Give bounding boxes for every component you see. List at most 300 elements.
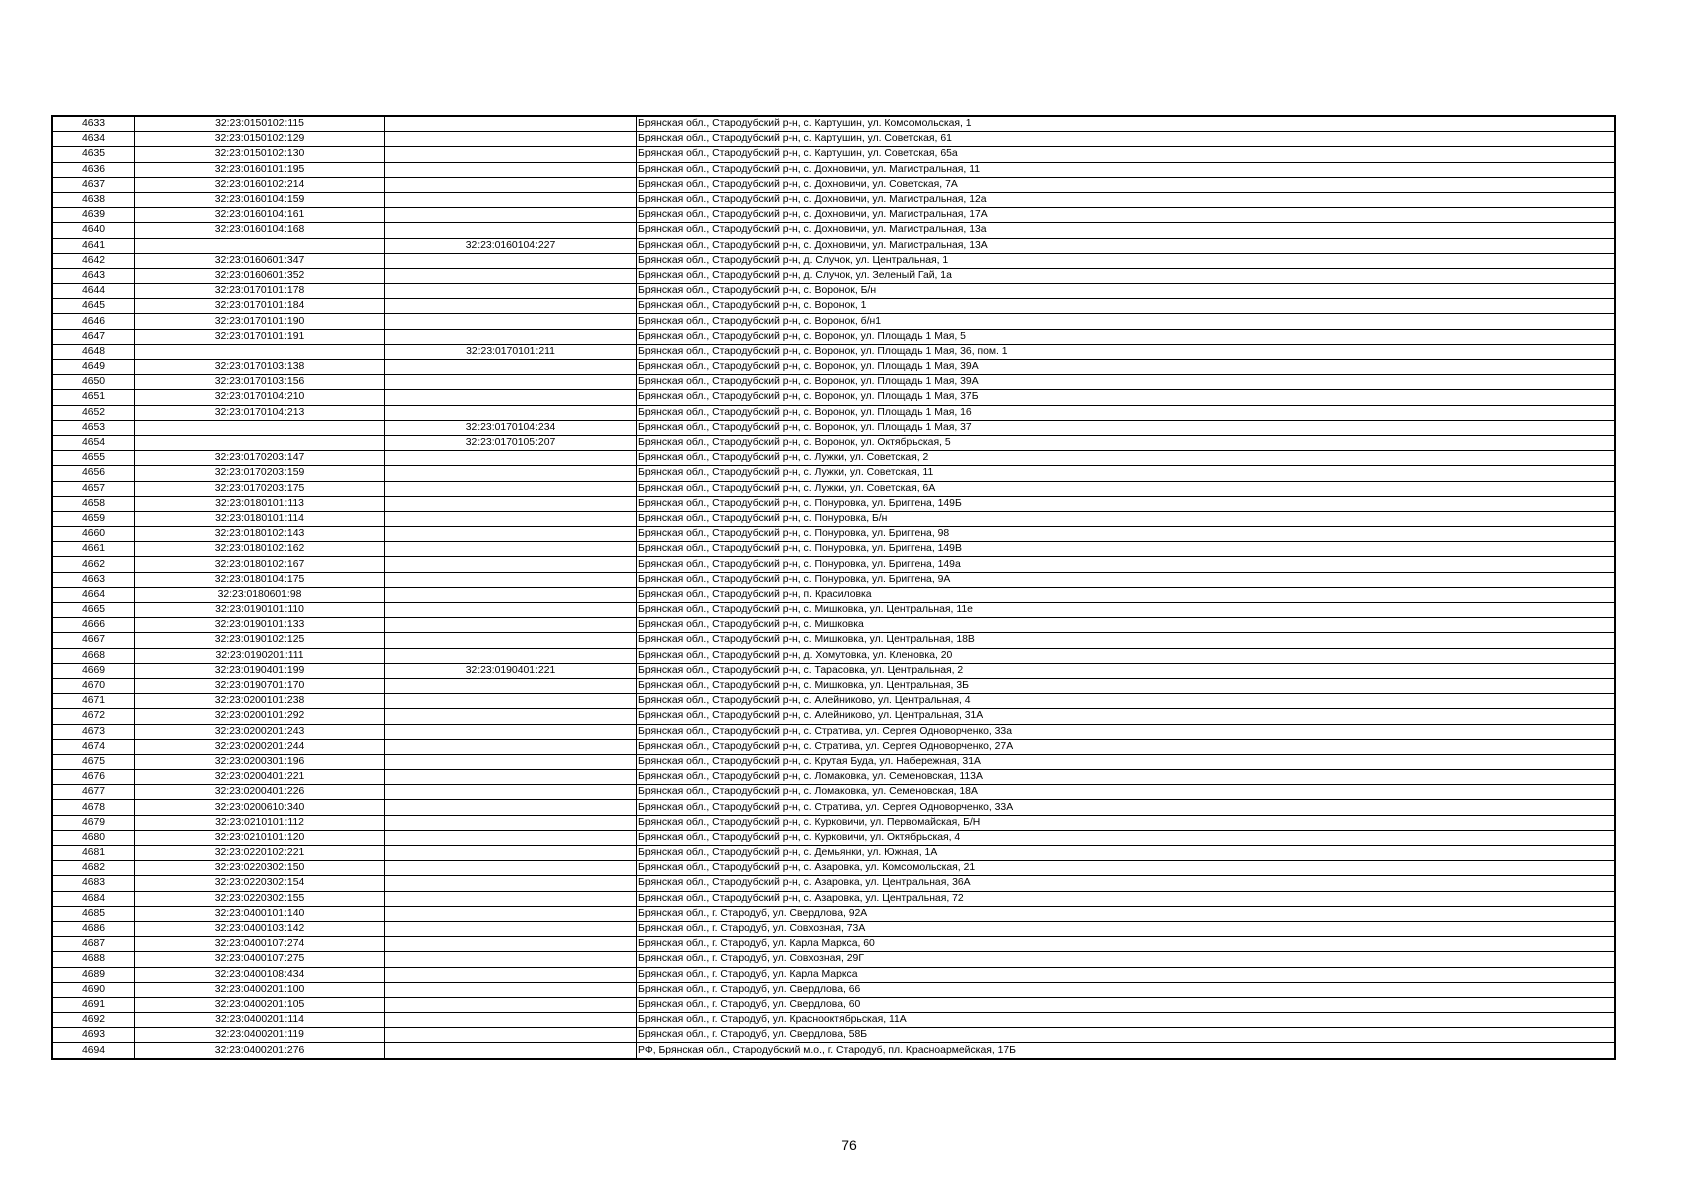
related-cadastral-number-cell [385,982,637,997]
related-cadastral-number-cell [385,800,637,815]
cadastral-number-cell [135,435,385,450]
row-number-cell: 4640 [52,223,135,238]
cadastral-number-cell: 32:23:0170203:159 [135,466,385,481]
row-number-cell: 4684 [52,891,135,906]
address-cell: Брянская обл., Стародубский р-н, д. Хомутовка, ул. Кленовка, 20 [637,648,1616,663]
cadastral-number-cell: 32:23:0160601:352 [135,268,385,283]
address-cell: Брянская обл., Стародубский р-н, с. Понуровка, ул. Бриггена, 149Б [637,496,1616,511]
registry-table-body [52,116,1615,1059]
table-row [52,937,1615,952]
address-cell: Брянская обл., Стародубский р-н, с. Воронок, ул. Площадь 1 Мая, 37 [637,420,1616,435]
table-row [52,785,1615,800]
cadastral-number-cell: 32:23:0220302:155 [135,891,385,906]
table-row [52,921,1615,936]
related-cadastral-number-cell [385,284,637,299]
table-row [52,116,1615,132]
row-number-cell: 4636 [52,162,135,177]
row-number-cell: 4688 [52,952,135,967]
address-cell: Брянская обл., Стародубский р-н, с. Ломаковка, ул. Семеновская, 113А [637,770,1616,785]
cadastral-number-cell: 32:23:0400108:434 [135,967,385,982]
related-cadastral-number-cell [385,846,637,861]
registry-table [51,115,1616,1060]
related-cadastral-number-cell [385,603,637,618]
cadastral-number-cell: 32:23:0160102:214 [135,177,385,192]
table-row [52,982,1615,997]
related-cadastral-number-cell [385,709,637,724]
cadastral-number-cell: 32:23:0200101:292 [135,709,385,724]
row-number-cell: 4652 [52,405,135,420]
related-cadastral-number-cell [385,754,637,769]
row-number-cell: 4644 [52,284,135,299]
row-number-cell: 4664 [52,587,135,602]
page-number: 76 [841,1137,857,1153]
table-row [52,542,1615,557]
related-cadastral-number-cell [385,542,637,557]
table-row [52,344,1615,359]
table-row [52,329,1615,344]
row-number-cell: 4639 [52,208,135,223]
row-number-cell: 4674 [52,739,135,754]
cadastral-number-cell: 32:23:0170203:175 [135,481,385,496]
address-cell: Брянская обл., г. Стародуб, ул. Краснооктябрьская, 11А [637,1013,1616,1028]
table-row [52,587,1615,602]
row-number-cell: 4657 [52,481,135,496]
table-row [52,1028,1615,1043]
table-row [52,694,1615,709]
cadastral-number-cell: 32:23:0170203:147 [135,451,385,466]
cadastral-number-cell: 32:23:0170104:213 [135,405,385,420]
cadastral-number-cell: 32:23:0190101:133 [135,618,385,633]
related-cadastral-number-cell [385,116,637,132]
cadastral-number-cell: 32:23:0180102:167 [135,557,385,572]
cadastral-number-cell: 32:23:0220302:154 [135,876,385,891]
address-cell: Брянская обл., Стародубский р-н, с. Дохновичи, ул. Магистральная, 13а [637,223,1616,238]
row-number-cell: 4653 [52,420,135,435]
address-cell: Брянская обл., г. Стародуб, ул. Карла Маркса, 60 [637,937,1616,952]
address-cell: Брянская обл., Стародубский р-н, с. Алейниково, ул. Центральная, 4 [637,694,1616,709]
cadastral-number-cell: 32:23:0160104:159 [135,192,385,207]
related-cadastral-number-cell [385,496,637,511]
cadastral-number-cell: 32:23:0200301:196 [135,754,385,769]
table-row [52,648,1615,663]
related-cadastral-number-cell [385,952,637,967]
cadastral-number-cell: 32:23:0170101:178 [135,284,385,299]
row-number-cell: 4690 [52,982,135,997]
cadastral-number-cell: 32:23:0180102:162 [135,542,385,557]
table-row [52,906,1615,921]
table-row [52,147,1615,162]
cadastral-number-cell: 32:23:0400107:274 [135,937,385,952]
row-number-cell: 4658 [52,496,135,511]
related-cadastral-number-cell: 32:23:0170104:234 [385,420,637,435]
related-cadastral-number-cell [385,147,637,162]
address-cell: Брянская обл., Стародубский р-н, с. Азаровка, ул. Комсомольская, 21 [637,861,1616,876]
cadastral-number-cell: 32:23:0220302:150 [135,861,385,876]
row-number-cell: 4662 [52,557,135,572]
cadastral-number-cell: 32:23:0190101:110 [135,603,385,618]
address-cell: Брянская обл., Стародубский р-н, с. Лужки, ул. Советская, 2 [637,451,1616,466]
related-cadastral-number-cell [385,557,637,572]
address-cell: Брянская обл., Стародубский р-н, с. Понуровка, ул. Бриггена, 149В [637,542,1616,557]
address-cell: Брянская обл., Стародубский р-н, с. Дохновичи, ул. Советская, 7А [637,177,1616,192]
cadastral-number-cell: 32:23:0400201:119 [135,1028,385,1043]
address-cell: Брянская обл., Стародубский р-н, с. Курковичи, ул. Первомайская, Б/Н [637,815,1616,830]
address-cell: Брянская обл., г. Стародуб, ул. Свердлова, 58Б [637,1028,1616,1043]
row-number-cell: 4650 [52,375,135,390]
table-row [52,603,1615,618]
address-cell: Брянская обл., Стародубский р-н, с. Воронок, ул. Площадь 1 Мая, 39А [637,360,1616,375]
address-cell: Брянская обл., Стародубский р-н, с. Воронок, 1 [637,299,1616,314]
address-cell: Брянская обл., Стародубский р-н, с. Понуровка, ул. Бриггена, 149а [637,557,1616,572]
row-number-cell: 4686 [52,921,135,936]
cadastral-number-cell: 32:23:0160104:168 [135,223,385,238]
row-number-cell: 4651 [52,390,135,405]
table-row [52,284,1615,299]
address-cell: Брянская обл., Стародубский р-н, с. Дохновичи, ул. Магистральная, 13А [637,238,1616,253]
related-cadastral-number-cell [385,527,637,542]
address-cell: Брянская обл., Стародубский р-н, с. Лужки, ул. Советская, 6А [637,481,1616,496]
row-number-cell: 4689 [52,967,135,982]
address-cell: Брянская обл., Стародубский р-н, с. Воронок, ул. Площадь 1 Мая, 36, пом. 1 [637,344,1616,359]
related-cadastral-number-cell: 32:23:0170101:211 [385,344,637,359]
cadastral-number-cell [135,420,385,435]
address-cell: Брянская обл., Стародубский р-н, с. Мишковка [637,618,1616,633]
cadastral-number-cell: 32:23:0180104:175 [135,572,385,587]
related-cadastral-number-cell [385,724,637,739]
related-cadastral-number-cell [385,997,637,1012]
table-row [52,724,1615,739]
cadastral-number-cell: 32:23:0200401:221 [135,770,385,785]
cadastral-number-cell [135,344,385,359]
row-number-cell: 4673 [52,724,135,739]
related-cadastral-number-cell [385,405,637,420]
cadastral-number-cell: 32:23:0160101:195 [135,162,385,177]
related-cadastral-number-cell [385,390,637,405]
address-cell: Брянская обл., Стародубский р-н, с. Мишковка, ул. Центральная, 18В [637,633,1616,648]
table-row [52,405,1615,420]
related-cadastral-number-cell [385,481,637,496]
row-number-cell: 4634 [52,132,135,147]
row-number-cell: 4672 [52,709,135,724]
row-number-cell: 4659 [52,511,135,526]
table-row [52,754,1615,769]
address-cell: РФ, Брянская обл., Стародубский м.о., г. Стародуб, пл. Красноармейская, 17Б [637,1043,1616,1059]
cadastral-number-cell: 32:23:0180601:98 [135,587,385,602]
address-cell: Брянская обл., г. Стародуб, ул. Карла Маркса [637,967,1616,982]
related-cadastral-number-cell [385,314,637,329]
row-number-cell: 4665 [52,603,135,618]
cadastral-number-cell: 32:23:0200101:238 [135,694,385,709]
cadastral-number-cell: 32:23:0180102:143 [135,527,385,542]
related-cadastral-number-cell [385,633,637,648]
row-number-cell: 4642 [52,253,135,268]
table-row [52,739,1615,754]
related-cadastral-number-cell [385,906,637,921]
cadastral-number-cell: 32:23:0210101:120 [135,830,385,845]
row-number-cell: 4676 [52,770,135,785]
related-cadastral-number-cell [385,511,637,526]
table-row [52,1043,1615,1059]
related-cadastral-number-cell [385,967,637,982]
related-cadastral-number-cell [385,618,637,633]
address-cell: Брянская обл., г. Стародуб, ул. Совхозная, 29Г [637,952,1616,967]
address-cell: Брянская обл., Стародубский р-н, с. Воронок, ул. Площадь 1 Мая, 37Б [637,390,1616,405]
row-number-cell: 4679 [52,815,135,830]
related-cadastral-number-cell [385,329,637,344]
related-cadastral-number-cell: 32:23:0190401:221 [385,663,637,678]
cadastral-number-cell: 32:23:0400201:114 [135,1013,385,1028]
related-cadastral-number-cell [385,223,637,238]
address-cell: Брянская обл., Стародубский р-н, с. Дохновичи, ул. Магистральная, 17А [637,208,1616,223]
cadastral-number-cell: 32:23:0210101:112 [135,815,385,830]
cadastral-number-cell: 32:23:0150102:115 [135,116,385,132]
address-cell: Брянская обл., Стародубский р-н, с. Крутая Буда, ул. Набережная, 31А [637,754,1616,769]
address-cell: Брянская обл., Стародубский р-н, с. Ломаковка, ул. Семеновская, 18А [637,785,1616,800]
related-cadastral-number-cell [385,299,637,314]
table-row [52,435,1615,450]
row-number-cell: 4680 [52,830,135,845]
table-row [52,952,1615,967]
row-number-cell: 4645 [52,299,135,314]
table-row [52,527,1615,542]
related-cadastral-number-cell [385,937,637,952]
address-cell: Брянская обл., Стародубский р-н, с. Воронок, ул. Октябрьская, 5 [637,435,1616,450]
table-row [52,451,1615,466]
related-cadastral-number-cell [385,1028,637,1043]
cadastral-number-cell: 32:23:0400107:275 [135,952,385,967]
cadastral-number-cell: 32:23:0190401:199 [135,663,385,678]
address-cell: Брянская обл., Стародубский р-н, с. Дохновичи, ул. Магистральная, 11 [637,162,1616,177]
row-number-cell: 4668 [52,648,135,663]
cadastral-number-cell: 32:23:0400103:142 [135,921,385,936]
row-number-cell: 4667 [52,633,135,648]
row-number-cell: 4685 [52,906,135,921]
row-number-cell: 4648 [52,344,135,359]
cadastral-number-cell: 32:23:0180101:114 [135,511,385,526]
table-row [52,618,1615,633]
address-cell: Брянская обл., г. Стародуб, ул. Свердлова, 92А [637,906,1616,921]
table-row [52,572,1615,587]
related-cadastral-number-cell [385,1013,637,1028]
row-number-cell: 4682 [52,861,135,876]
address-cell: Брянская обл., Стародубский р-н, д. Случок, ул. Центральная, 1 [637,253,1616,268]
row-number-cell: 4693 [52,1028,135,1043]
cadastral-number-cell: 32:23:0200201:244 [135,739,385,754]
table-row [52,800,1615,815]
address-cell: Брянская обл., Стародубский р-н, с. Курковичи, ул. Октябрьская, 4 [637,830,1616,845]
table-row [52,192,1615,207]
row-number-cell: 4678 [52,800,135,815]
table-row [52,253,1615,268]
related-cadastral-number-cell: 32:23:0160104:227 [385,238,637,253]
address-cell: Брянская обл., Стародубский р-н, с. Азаровка, ул. Центральная, 36А [637,876,1616,891]
related-cadastral-number-cell [385,785,637,800]
row-number-cell: 4670 [52,678,135,693]
table-row [52,268,1615,283]
row-number-cell: 4691 [52,997,135,1012]
address-cell: Брянская обл., Стародубский р-н, с. Картушин, ул. Советская, 61 [637,132,1616,147]
table-row [52,360,1615,375]
related-cadastral-number-cell [385,375,637,390]
cadastral-number-cell: 32:23:0150102:130 [135,147,385,162]
row-number-cell: 4671 [52,694,135,709]
table-row [52,633,1615,648]
related-cadastral-number-cell [385,1043,637,1059]
address-cell: Брянская обл., Стародубский р-н, с. Алейниково, ул. Центральная, 31А [637,709,1616,724]
row-number-cell: 4656 [52,466,135,481]
address-cell: Брянская обл., Стародубский р-н, с. Воронок, ул. Площадь 1 Мая, 16 [637,405,1616,420]
address-cell: Брянская обл., Стародубский р-н, с. Лужки, ул. Советская, 11 [637,466,1616,481]
related-cadastral-number-cell [385,253,637,268]
table-row [52,1013,1615,1028]
table-row [52,967,1615,982]
related-cadastral-number-cell [385,177,637,192]
address-cell: Брянская обл., Стародубский р-н, с. Стратива, ул. Сергея Одноворченко, 33а [637,724,1616,739]
address-cell: Брянская обл., Стародубский р-н, с. Понуровка, Б/н [637,511,1616,526]
related-cadastral-number-cell [385,648,637,663]
table-row [52,830,1615,845]
table-row [52,876,1615,891]
address-cell: Брянская обл., Стародубский р-н, с. Стратива, ул. Сергея Одноворченко, 33А [637,800,1616,815]
address-cell: Брянская обл., г. Стародуб, ул. Совхозная, 73А [637,921,1616,936]
related-cadastral-number-cell [385,739,637,754]
row-number-cell: 4675 [52,754,135,769]
related-cadastral-number-cell [385,830,637,845]
row-number-cell: 4641 [52,238,135,253]
table-row [52,208,1615,223]
table-row [52,815,1615,830]
address-cell: Брянская обл., Стародубский р-н, с. Мишковка, ул. Центральная, 11е [637,603,1616,618]
cadastral-number-cell: 32:23:0160104:161 [135,208,385,223]
cadastral-number-cell: 32:23:0190102:125 [135,633,385,648]
cadastral-number-cell: 32:23:0150102:129 [135,132,385,147]
cadastral-number-cell: 32:23:0170103:156 [135,375,385,390]
table-row [52,496,1615,511]
table-row [52,466,1615,481]
address-cell: Брянская обл., Стародубский р-н, с. Воронок, б/н1 [637,314,1616,329]
address-cell: Брянская обл., Стародубский р-н, п. Красиловка [637,587,1616,602]
cadastral-number-cell: 32:23:0400101:140 [135,906,385,921]
row-number-cell: 4681 [52,846,135,861]
cadastral-number-cell: 32:23:0190701:170 [135,678,385,693]
related-cadastral-number-cell [385,451,637,466]
address-cell: Брянская обл., Стародубский р-н, с. Азаровка, ул. Центральная, 72 [637,891,1616,906]
related-cadastral-number-cell [385,572,637,587]
address-cell: Брянская обл., Стародубский р-н, с. Дохновичи, ул. Магистральная, 12а [637,192,1616,207]
related-cadastral-number-cell [385,861,637,876]
related-cadastral-number-cell [385,132,637,147]
related-cadastral-number-cell [385,891,637,906]
address-cell: Брянская обл., Стародубский р-н, с. Мишковка, ул. Центральная, 3Б [637,678,1616,693]
cadastral-number-cell: 32:23:0400201:105 [135,997,385,1012]
row-number-cell: 4683 [52,876,135,891]
row-number-cell: 4654 [52,435,135,450]
row-number-cell: 4669 [52,663,135,678]
address-cell: Брянская обл., г. Стародуб, ул. Свердлова, 66 [637,982,1616,997]
table-row [52,557,1615,572]
cadastral-number-cell: 32:23:0190201:111 [135,648,385,663]
table-row [52,299,1615,314]
cadastral-number-cell: 32:23:0400201:276 [135,1043,385,1059]
row-number-cell: 4638 [52,192,135,207]
cadastral-number-cell: 32:23:0170104:210 [135,390,385,405]
table-row [52,678,1615,693]
table-row [52,709,1615,724]
table-row [52,238,1615,253]
table-row [52,162,1615,177]
table-row [52,846,1615,861]
table-row [52,390,1615,405]
table-row [52,375,1615,390]
cadastral-number-cell: 32:23:0170103:138 [135,360,385,375]
related-cadastral-number-cell [385,921,637,936]
row-number-cell: 4660 [52,527,135,542]
table-row [52,770,1615,785]
row-number-cell: 4661 [52,542,135,557]
row-number-cell: 4649 [52,360,135,375]
cadastral-number-cell: 32:23:0200401:226 [135,785,385,800]
cadastral-number-cell [135,238,385,253]
cadastral-number-cell: 32:23:0170101:190 [135,314,385,329]
cadastral-number-cell: 32:23:0200610:340 [135,800,385,815]
row-number-cell: 4694 [52,1043,135,1059]
cadastral-number-cell: 32:23:0170101:184 [135,299,385,314]
table-row [52,861,1615,876]
address-cell: Брянская обл., Стародубский р-н, с. Картушин, ул. Советская, 65а [637,147,1616,162]
row-number-cell: 4646 [52,314,135,329]
table-row [52,420,1615,435]
related-cadastral-number-cell [385,876,637,891]
cadastral-number-cell: 32:23:0200201:243 [135,724,385,739]
table-row [52,891,1615,906]
cadastral-number-cell: 32:23:0220102:221 [135,846,385,861]
row-number-cell: 4637 [52,177,135,192]
row-number-cell: 4655 [52,451,135,466]
related-cadastral-number-cell [385,360,637,375]
related-cadastral-number-cell [385,678,637,693]
address-cell: Брянская обл., Стародубский р-н, с. Понуровка, ул. Бриггена, 98 [637,527,1616,542]
address-cell: Брянская обл., Стародубский р-н, с. Воронок, ул. Площадь 1 Мая, 5 [637,329,1616,344]
table-row [52,314,1615,329]
table-row [52,223,1615,238]
cadastral-number-cell: 32:23:0170101:191 [135,329,385,344]
table-row [52,997,1615,1012]
related-cadastral-number-cell [385,694,637,709]
table-row [52,511,1615,526]
related-cadastral-number-cell [385,770,637,785]
related-cadastral-number-cell [385,466,637,481]
row-number-cell: 4666 [52,618,135,633]
related-cadastral-number-cell [385,192,637,207]
related-cadastral-number-cell [385,162,637,177]
related-cadastral-number-cell [385,587,637,602]
cadastral-number-cell: 32:23:0180101:113 [135,496,385,511]
row-number-cell: 4692 [52,1013,135,1028]
row-number-cell: 4633 [52,116,135,132]
row-number-cell: 4663 [52,572,135,587]
address-cell: Брянская обл., Стародубский р-н, с. Тарасовка, ул. Центральная, 2 [637,663,1616,678]
related-cadastral-number-cell [385,208,637,223]
address-cell: Брянская обл., Стародубский р-н, д. Случок, ул. Зеленый Гай, 1а [637,268,1616,283]
row-number-cell: 4643 [52,268,135,283]
address-cell: Брянская обл., Стародубский р-н, с. Стратива, ул. Сергея Одноворченко, 27А [637,739,1616,754]
address-cell: Брянская обл., Стародубский р-н, с. Воронок, ул. Площадь 1 Мая, 39А [637,375,1616,390]
address-cell: Брянская обл., Стародубский р-н, с. Воронок, Б/н [637,284,1616,299]
table-row [52,132,1615,147]
address-cell: Брянская обл., г. Стародуб, ул. Свердлова, 60 [637,997,1616,1012]
row-number-cell: 4687 [52,937,135,952]
cadastral-number-cell: 32:23:0160601:347 [135,253,385,268]
